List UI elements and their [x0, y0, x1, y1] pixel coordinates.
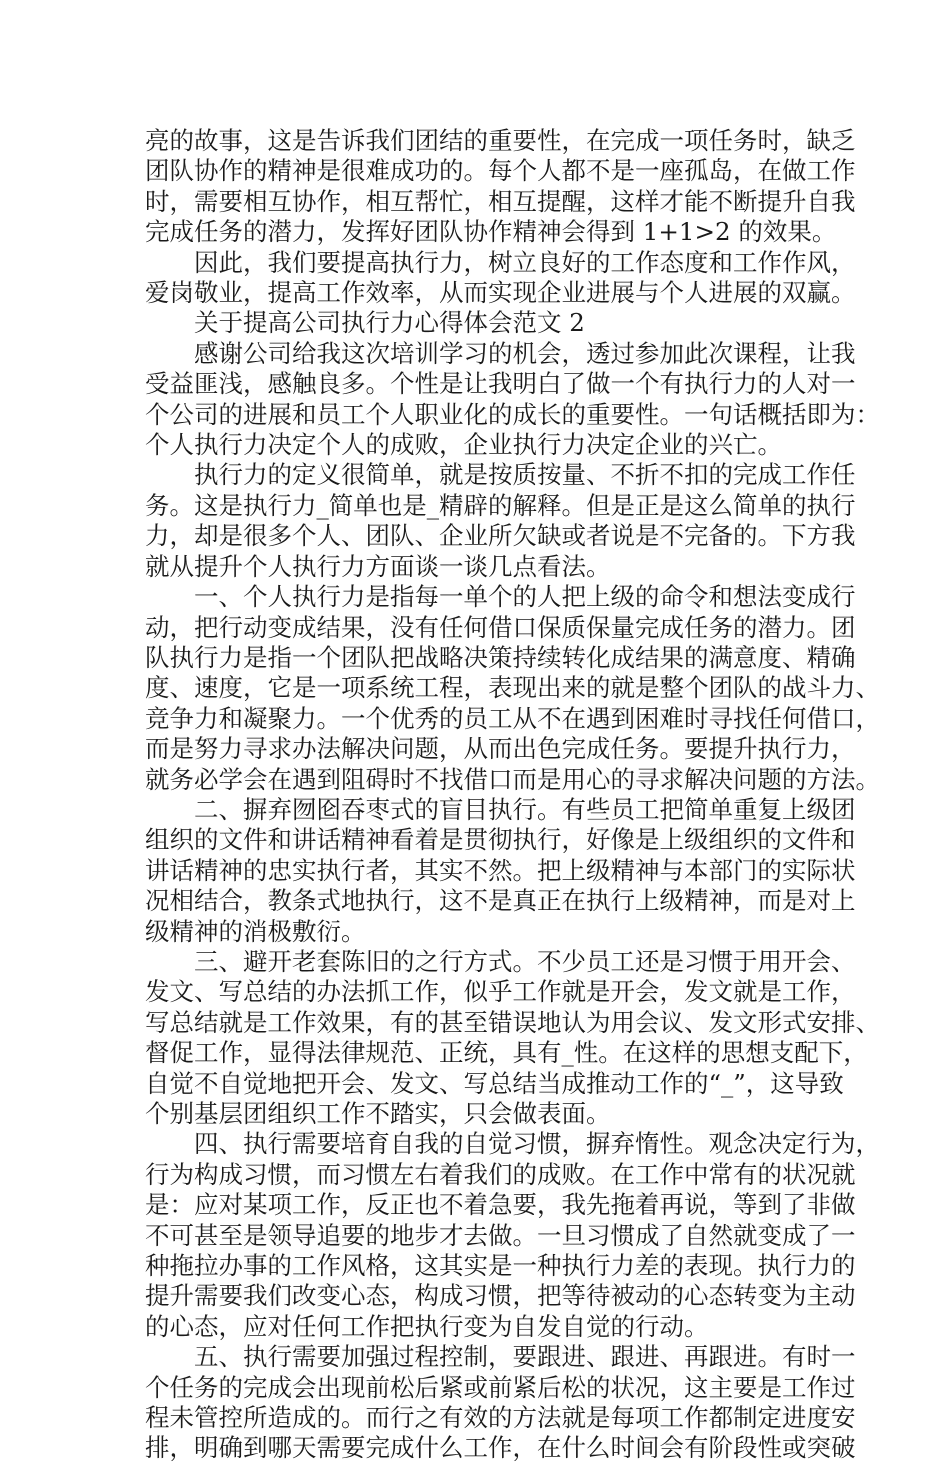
text-line: 况相结合，教条式地执行，这不是真正在执行上级精神，而是对上 [145, 886, 856, 916]
text-line: 组织的文件和讲话精神看着是贯彻执行，好像是上级组织的文件和 [145, 825, 856, 855]
text-line: 竞争力和凝聚力。一个优秀的员工从不在遇到困难时寻找任何借口， [145, 703, 880, 733]
text-line: 个人执行力决定个人的成败，企业执行力决定企业的兴亡。 [145, 430, 782, 460]
document-body [145, 126, 880, 1464]
text-line: 度、速度，它是一项系统工程，表现出来的就是整个团队的战斗力、 [145, 673, 880, 703]
text-line: 行为构成习惯，而习惯左右着我们的成败。在工作中常有的状况就 [145, 1159, 856, 1189]
text-line: 关于提高公司执行力心得体会范文 2 [194, 308, 585, 338]
text-line: 三、避开老套陈旧的之行方式。不少员工还是习惯于用开会、 [194, 946, 856, 976]
text-line: 二、摒弃囫囵吞枣式的盲目执行。有些员工把简单重复上级团 [194, 794, 856, 824]
text-line: 队执行力是指一个团队把战略决策持续转化成结果的满意度、精确 [145, 642, 856, 672]
text-line: 五、执行需要加强过程控制，要跟进、跟进、再跟进。有时一 [194, 1342, 856, 1372]
text-line: 力，却是很多个人、团队、企业所欠缺或者说是不完备的。下方我 [145, 521, 856, 551]
text-line: 就从提升个人执行力方面谈一谈几点看法。 [145, 551, 611, 581]
text-line: 讲话精神的忠实执行者，其实不然。把上级精神与本部门的实际状 [145, 855, 856, 885]
text-line: 就务必学会在遇到阻碍时不找借口而是用心的寻求解决问题的方法。 [145, 764, 880, 794]
text-line: 程未管控所造成的。而行之有效的方法就是每项工作都制定进度安 [145, 1403, 856, 1433]
text-line: 的心态，应对任何工作把执行变为自发自觉的行动。 [145, 1311, 709, 1341]
text-line: 种拖拉办事的工作风格，这其实是一种执行力差的表现。执行力的 [145, 1251, 856, 1281]
text-line: 感谢公司给我这次培训学习的机会，透过参加此次课程，让我 [194, 338, 856, 368]
text-line: 完成任务的潜力，发挥好团队协作精神会得到 1+1>2 的效果。 [145, 217, 837, 247]
text-line: 而是努力寻求办法解决问题，从而出色完成任务。要提升执行力， [145, 734, 856, 764]
text-line: 个别基层团组织工作不踏实，只会做表面。 [145, 1099, 611, 1128]
text-line: 动，把行动变成结果，没有任何借口保质保量完成任务的潜力。团 [145, 612, 856, 642]
text-line: 务。这是执行力_简单也是_精辟的解释。但是正是这么简单的执行 [145, 490, 856, 520]
text-line: 排，明确到哪天需要完成什么工作，在什么时间会有阶段性或突破 [145, 1433, 856, 1463]
text-line: 受益匪浅，感触良多。个性是让我明白了做一个有执行力的人对一 [145, 369, 856, 399]
text-line: 四、执行需要培育自我的自觉习惯，摒弃惰性。观念决定行为， [194, 1129, 880, 1159]
text-line: 个任务的完成会出现前松后紧或前紧后松的状况，这主要是工作过 [145, 1372, 856, 1402]
text-line: 时，需要相互协作，相互帮忙，相互提醒，这样才能不断提升自我 [145, 186, 856, 216]
text-line: 个公司的进展和员工个人职业化的成长的重要性。一句话概括即为： [145, 399, 880, 429]
text-line: 提升需要我们改变心态，构成习惯，把等待被动的心态转变为主动 [145, 1281, 856, 1311]
text-line: 因此，我们要提高执行力，树立良好的工作态度和工作作风， [194, 247, 856, 277]
text-line: 督促工作，显得法律规范、正统，具有_性。在这样的思想支配下， [145, 1038, 868, 1068]
text-line: 爱岗敬业，提高工作效率，从而实现企业进展与个人进展的双赢。 [145, 278, 856, 308]
text-line: 自觉不自觉地把开会、发文、写总结当成推动工作的“_”，这导致 [145, 1068, 844, 1098]
text-line: 不可甚至是领导追要的地步才去做。一旦习惯成了自然就变成了一 [145, 1220, 856, 1250]
text-line: 级精神的消极敷衍。 [145, 916, 366, 946]
text-line: 是：应对某项工作，反正也不着急要，我先拖着再说，等到了非做 [145, 1190, 856, 1220]
text-line: 发文、写总结的办法抓工作，似乎工作就是开会，发文就是工作， [145, 977, 856, 1007]
text-line: 一、个人执行力是指每一单个的人把上级的命令和想法变成行 [194, 582, 856, 612]
text-line: 执行力的定义很简单，就是按质按量、不折不扣的完成工作任 [194, 460, 856, 490]
text-line: 亮的故事，这是告诉我们团结的重要性，在完成一项任务时，缺乏 [145, 126, 856, 155]
text-line: 团队协作的精神是很难成功的。每个人都不是一座孤岛，在做工作 [145, 156, 856, 186]
text-line: 写总结就是工作效果，有的甚至错误地认为用会议、发文形式安排、 [145, 1007, 880, 1037]
